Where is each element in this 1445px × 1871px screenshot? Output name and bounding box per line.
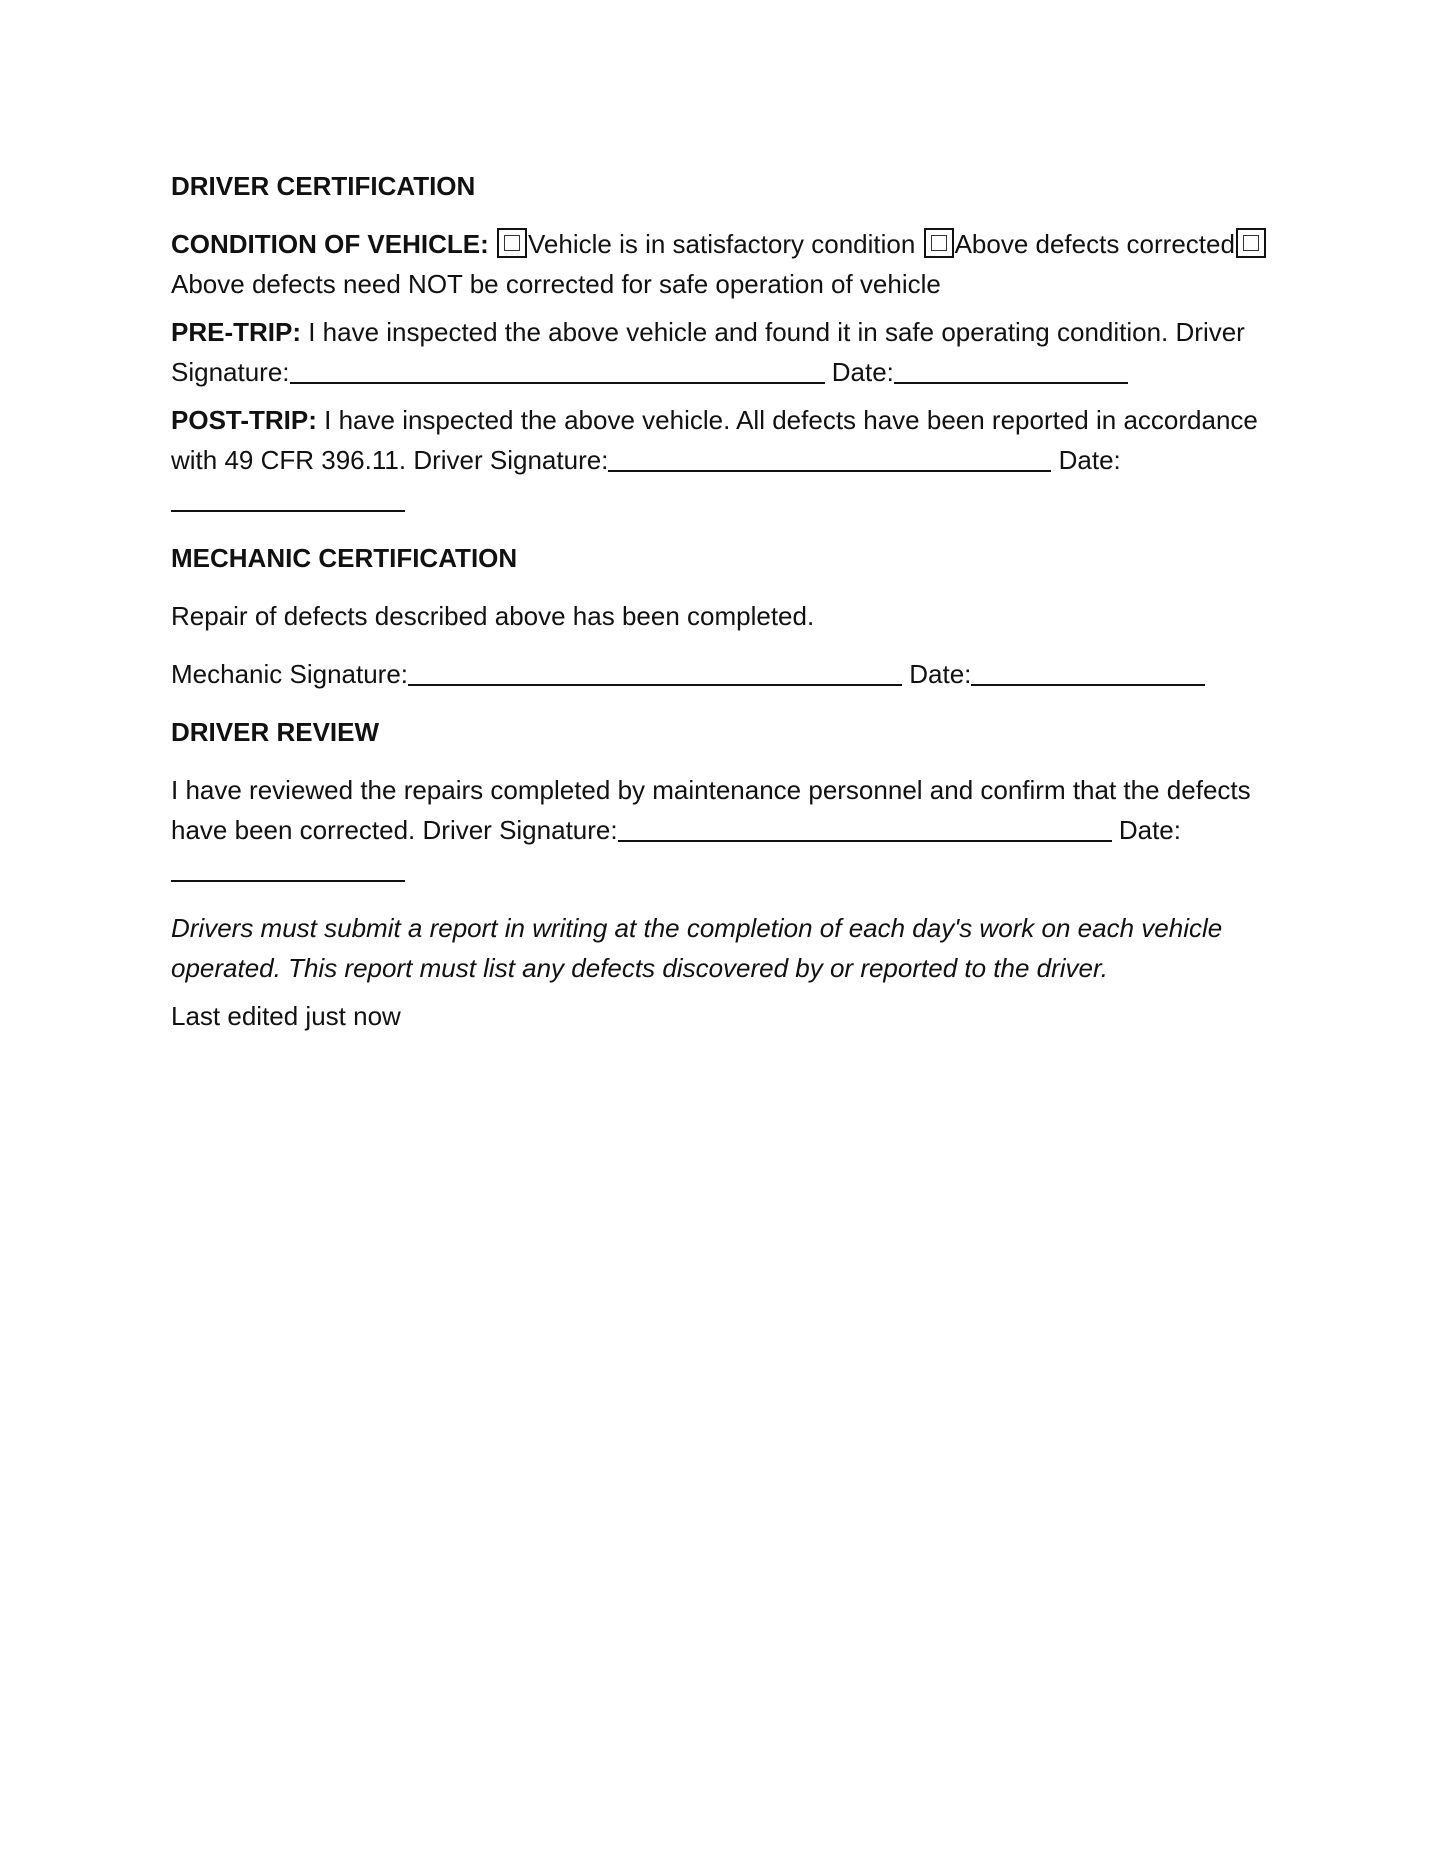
mechanic-text: Repair of defects described above has been completed. [171,601,815,631]
post-trip-signature-label: Driver Signature: [413,445,609,475]
defects-not-needed-checkbox[interactable] [1236,228,1266,258]
driver-review-signature-line[interactable] [618,814,1112,842]
pre-trip-signature-line[interactable] [290,356,825,384]
driver-review-signature-label: Driver Signature: [422,815,618,845]
regulation-notice: Drivers must submit a report in writing at the completion of each day's work on each vehicle operated. This report must list any defects discovered by or reported to the driver. [171,913,1223,983]
post-trip-signature-line[interactable] [608,444,1051,472]
mechanic-certification-heading: MECHANIC CERTIFICATION [171,543,518,573]
pre-trip-label: PRE-TRIP: [171,317,301,347]
mechanic-signature-line[interactable] [408,658,902,686]
defects-corrected-option-label: Above defects corrected [954,229,1235,259]
last-edited-status: Last edited just now [171,1001,401,1031]
defects-corrected-checkbox[interactable] [924,228,954,258]
post-trip-label: POST-TRIP: [171,405,317,435]
driver-review-text: I have reviewed the repairs completed by maintenance personnel and confirm that the defects have been corrected. [171,775,1251,845]
driver-review-paragraph [171,770,1281,890]
mechanic-date-line[interactable] [971,658,1205,686]
pre-trip-text: I have inspected the above vehicle and found it in safe operating condition. [308,317,1169,347]
document-page [171,166,1281,1036]
satisfactory-option-label: Vehicle is in satisfactory condition [528,229,916,259]
post-trip-date-line[interactable] [171,484,405,512]
pre-trip-signature-label: Driver Signature: [171,317,1245,387]
condition-label: CONDITION OF VEHICLE: [171,229,489,259]
pre-trip-date-line[interactable] [894,356,1128,384]
pre-trip-date-label: Date: [831,357,894,387]
mechanic-signature-label: Mechanic Signature: [171,659,409,689]
driver-review-heading: DRIVER REVIEW [171,717,380,747]
mechanic-date-label: Date: [909,659,972,689]
driver-certification-heading: DRIVER CERTIFICATION [171,171,476,201]
defects-not-needed-option-label: Above defects need NOT be corrected for safe operation of vehicle [171,269,941,299]
post-trip-text: I have inspected the above vehicle. All defects have been reported in accordance with 49 CFR 396.11. [171,405,1258,475]
driver-review-date-label: Date: [1118,815,1181,845]
post-trip-paragraph [171,400,1281,520]
pre-trip-paragraph [171,312,1281,392]
satisfactory-checkbox[interactable] [497,228,527,258]
mechanic-signature-row [171,654,1281,694]
condition-of-vehicle-paragraph [171,224,1281,304]
post-trip-date-label: Date: [1058,445,1121,475]
driver-review-date-line[interactable] [171,854,405,882]
